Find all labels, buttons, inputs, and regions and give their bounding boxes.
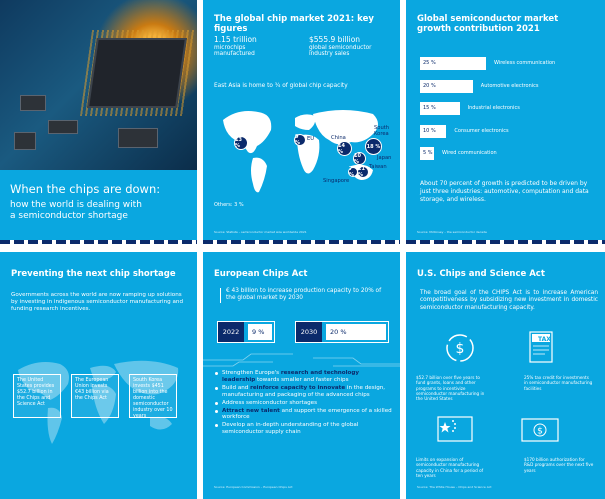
chip-icon: [87, 38, 187, 108]
growth-bar-row: [420, 80, 600, 93]
growth-bar-label: Wired communication: [442, 150, 497, 156]
panel-body: Governments across the world are now ramping up solutions by investing in indigenous semiconductor manufacturing and funding research incentives.: [11, 292, 184, 313]
year-capacity-box: [295, 321, 389, 343]
region-label: South Korea: [374, 125, 390, 137]
china-flag-icon: [436, 413, 476, 449]
goal-item: [214, 370, 394, 384]
growth-bar: 15 %: [420, 102, 460, 115]
fact-card: South Korea invests $451 billion into the domestic semiconductor industry over 10 years: [129, 374, 177, 418]
panel-body: € 43 billion to increase production capacity to 20% of the global market by 2030: [220, 288, 390, 303]
funding-caption: $170 billion authorization for R&D programs over the next five years: [524, 457, 594, 473]
year-label: 2022: [218, 322, 244, 342]
growth-bar: 10 %: [420, 125, 446, 138]
fact-card: The United States provides $52.7 billion in the Chips and Science Act: [13, 374, 61, 418]
year-label: 2030: [296, 322, 322, 342]
growth-bar-row: [420, 57, 600, 70]
svg-text:$: $: [455, 341, 465, 357]
goal-text: Develop an in-depth understanding of the global semiconductor supply chain: [222, 422, 359, 436]
dashed-divider: [0, 240, 197, 244]
growth-bar-label: Industrial electronics: [467, 105, 520, 111]
fact-card: The European Union invests €43 billion via the Chips Act: [71, 374, 119, 418]
map-note: East Asia is home to ¾ of global chip capacity: [214, 83, 348, 89]
prevention-panel: [0, 252, 197, 499]
others-note: Others: 3 %: [214, 202, 244, 208]
dashed-divider: [406, 240, 605, 244]
capacity-value: 20 %: [326, 324, 386, 340]
panel-title: European Chips Act: [214, 269, 308, 279]
goal-item: [214, 422, 394, 436]
source-note: Source: Statista – semiconductor market size worldwide 2021: [214, 230, 307, 234]
year-capacity-box: [217, 321, 275, 343]
restriction-caption: Limits on expansion of semiconductor manufacturing capacity in China for a period of ten years: [416, 457, 484, 478]
panel-title: The global chip market 2021: key figures: [214, 14, 374, 34]
growth-bar-row: [420, 102, 600, 115]
growth-bar: 25 %: [420, 57, 486, 70]
figure-value: 1.15 trillion: [214, 35, 257, 44]
cover-subtitle: how the world is dealing with a semiconductor shortage: [10, 200, 142, 221]
region-bubble: 10 %: [353, 152, 366, 165]
source-note: Source: The White House – Chips and Science Act: [417, 485, 492, 489]
growth-bar-label: Automotive electronics: [480, 82, 539, 89]
goal-item: [214, 408, 394, 422]
us-chips-act-panel: [406, 252, 605, 499]
goal-highlight: research and technology leadership: [222, 370, 360, 383]
cover-panel: [0, 0, 197, 244]
panel-title: U.S. Chips and Science Act: [417, 269, 545, 279]
region-label: China: [331, 135, 346, 141]
goal-text: Address semiconductor shortages: [222, 399, 318, 406]
region-label: Taiwan: [369, 164, 387, 170]
region-bubble: 7 %: [348, 167, 358, 177]
svg-text:$: $: [537, 426, 543, 437]
growth-bar: 20 %: [420, 80, 473, 93]
region-label: EU: [307, 136, 315, 142]
goal-highlight: reinforce capacity to innovate: [250, 384, 346, 391]
region-bubble: 13 %: [234, 136, 248, 150]
figure-label: microchips manufactured: [214, 45, 255, 58]
growth-bar-row: [420, 125, 600, 138]
growth-note: About 70 percent of growth is predicted to be driven by just three industries: automotive, computation and data storage, and wireless.: [420, 180, 589, 203]
source-note: Source: McKinsey – the semiconductor decade: [417, 230, 487, 234]
region-bubble: 9 %: [294, 134, 306, 146]
growth-panel: [406, 0, 605, 244]
goal-highlight: Attract new talent: [222, 407, 280, 414]
growth-bar-label: Wireless communication: [494, 60, 556, 66]
tax-label: TAX: [538, 336, 551, 343]
goal-text: Build and: [222, 384, 251, 391]
goal-item: [214, 385, 394, 399]
region-label: Japan: [377, 155, 392, 161]
panel-body: The broad goal of the CHIPS Act is to increase American competitiveness by subsidizing new investment in domestic semiconductor manufacturing capacity.: [420, 290, 598, 311]
region-label: Singapore: [323, 178, 350, 184]
goal-text: in the design, manufacturing and packaging of the advanced chips: [222, 384, 386, 398]
banknote-icon: [520, 413, 560, 449]
figure-value: $555.9 billion: [309, 35, 361, 44]
figure-label: global semiconductor industry sales: [309, 45, 372, 58]
panel-title: Global semiconductor market growth contribution 2021: [417, 14, 559, 34]
growth-bar: 5 %: [420, 147, 434, 160]
source-note: Source: European Commission – European Chips Act: [214, 485, 293, 489]
region-label: US: [237, 128, 245, 134]
growth-bar-label: Consumer electronics: [454, 127, 509, 134]
region-bubble: 18 %: [365, 138, 382, 155]
goal-text: and support the emergence of a skilled workforce: [222, 407, 392, 421]
key-figures-panel: [203, 0, 400, 244]
chip-photo: [0, 0, 197, 170]
capacity-value: 9 %: [248, 324, 272, 340]
goal-text: towards smaller and faster chips: [255, 376, 349, 383]
funding-caption: $52.7 billion over five years to fund grants, loans and other programs to incentivize semiconductor manufacturing in the United States: [416, 375, 485, 402]
dashed-divider: [203, 240, 400, 244]
goal-text: Strengthen Europe's: [222, 370, 281, 376]
funding-caption: 25% tax credit for investments in semiconductor manufacturing facilities: [524, 375, 593, 391]
region-bubble: 14 %: [337, 141, 352, 156]
panel-title: Preventing the next chip shortage: [11, 269, 176, 279]
growth-bar-row: [420, 147, 600, 160]
goal-list: [214, 370, 394, 437]
eu-chips-act-panel: [203, 252, 400, 499]
region-bubble: 21 %: [357, 166, 369, 178]
cover-title: When the chips are down:: [10, 182, 161, 196]
goal-item: [214, 400, 394, 407]
dollar-cycle-icon: [440, 330, 480, 366]
